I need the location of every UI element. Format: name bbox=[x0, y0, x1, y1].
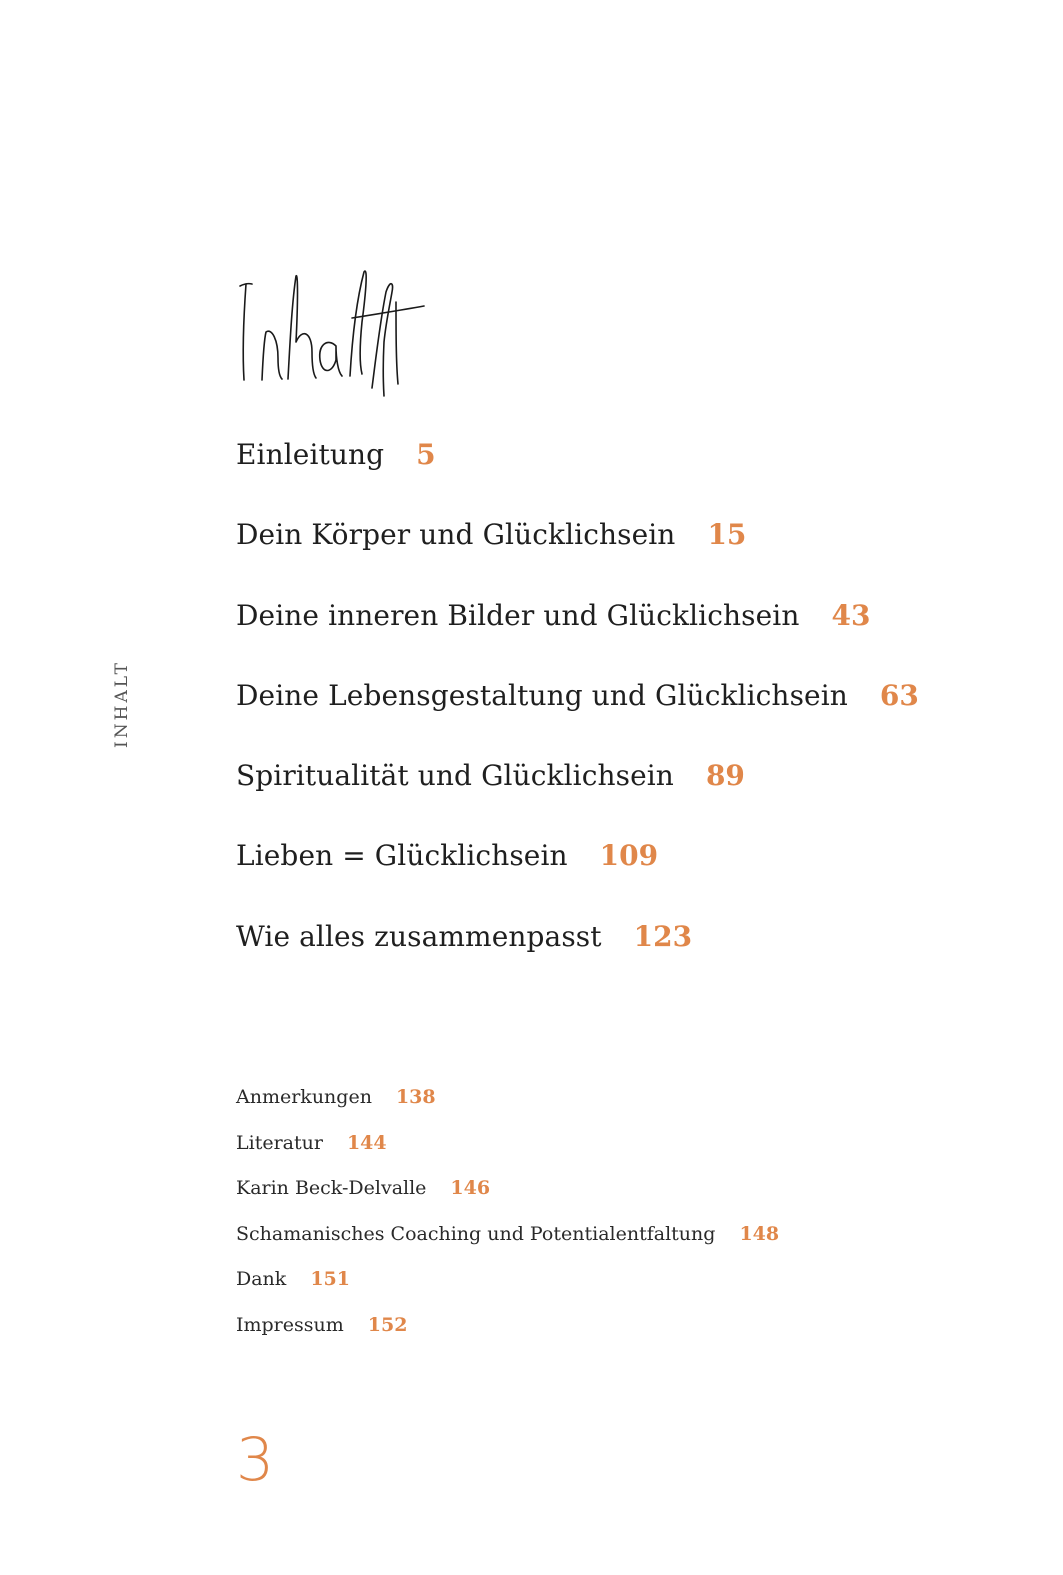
toc-entry[interactable] bbox=[236, 669, 919, 749]
toc-appendix-page: 138 bbox=[395, 1086, 436, 1108]
toc-entry-page: 5 bbox=[416, 438, 436, 471]
toc-entry[interactable] bbox=[236, 749, 919, 829]
toc-appendix-page: 144 bbox=[346, 1131, 387, 1154]
toc-entry-title: Einleitung bbox=[236, 438, 385, 471]
toc-entry-page: 15 bbox=[707, 518, 747, 552]
toc-appendix-page: 146 bbox=[450, 1177, 491, 1200]
toc-entry[interactable] bbox=[236, 589, 919, 669]
toc-appendix-title: Anmerkungen bbox=[236, 1086, 372, 1108]
toc-entry-page: 43 bbox=[831, 598, 871, 632]
toc-appendix-entry[interactable] bbox=[236, 1216, 779, 1262]
toc-appendix-entry[interactable] bbox=[236, 1170, 779, 1216]
toc-entry[interactable] bbox=[236, 829, 919, 909]
toc-appendix-entry[interactable] bbox=[236, 1125, 779, 1171]
toc-appendix-title: Impressum bbox=[236, 1313, 344, 1336]
toc-appendix-title: Karin Beck-Delvalle bbox=[236, 1177, 427, 1200]
toc-entry-page: 123 bbox=[633, 919, 693, 953]
toc-entry[interactable] bbox=[236, 508, 919, 588]
toc-entry-title: Lieben = Glücklichsein bbox=[236, 839, 568, 873]
toc-appendix-page: 152 bbox=[367, 1313, 408, 1336]
toc-appendix-list bbox=[236, 1079, 779, 1353]
toc-appendix-entry[interactable] bbox=[236, 1261, 779, 1307]
toc-appendix-entry[interactable] bbox=[236, 1307, 779, 1353]
toc-entry[interactable] bbox=[236, 428, 919, 508]
toc-appendix-entry[interactable] bbox=[236, 1079, 779, 1125]
toc-chapter-list bbox=[236, 428, 919, 990]
toc-appendix-title: Schamanisches Coaching und Potentialentfaltung bbox=[236, 1222, 716, 1245]
toc-appendix-title: Literatur bbox=[236, 1131, 323, 1154]
toc-title-handwritten bbox=[232, 262, 432, 402]
toc-entry-page: 109 bbox=[599, 839, 659, 873]
toc-entry-page: 63 bbox=[879, 678, 919, 712]
toc-entry-title: Deine inneren Bilder und Glücklichsein bbox=[236, 598, 800, 632]
toc-appendix-title: Dank bbox=[236, 1268, 287, 1291]
toc-appendix-page: 151 bbox=[310, 1268, 350, 1291]
toc-entry-page: 89 bbox=[705, 759, 745, 793]
toc-entry-title: Dein Körper und Glücklichsein bbox=[236, 518, 676, 552]
page-number: 3 bbox=[236, 1425, 275, 1495]
toc-entry-title: Deine Lebensgestaltung und Glücklichsein bbox=[236, 678, 848, 712]
toc-entry[interactable] bbox=[236, 910, 919, 990]
toc-entry-title: Spiritualität und Glücklichsein bbox=[236, 759, 674, 793]
running-header-vertical: INHALT bbox=[112, 660, 132, 748]
toc-appendix-page: 148 bbox=[739, 1222, 780, 1245]
toc-entry-title: Wie alles zusammenpasst bbox=[236, 919, 602, 953]
